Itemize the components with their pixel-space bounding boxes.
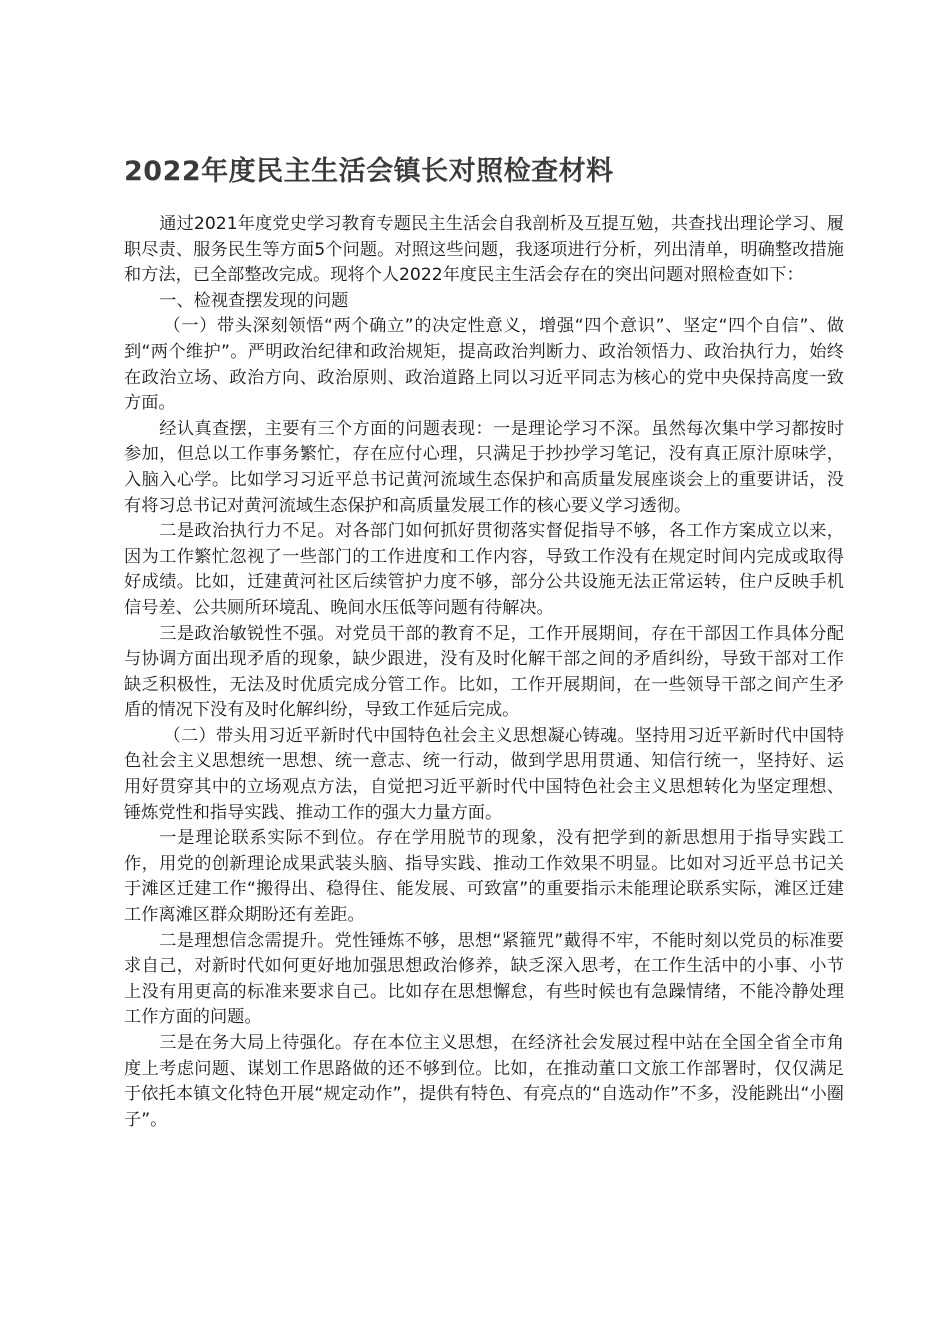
body-paragraph: 一是理论联系实际不到位。存在学用脱节的现象，没有把学到的新思想用于指导实践工作，用党的创新理论成果武装头脑、指导实践、推动工作效果不明显。比如对习近平总书记关于滩区迁建工作“搬得出、稳得住、能发展、可致富”的重要指示未能理论联系实际，滩区迁建工作离滩区群众期盼还有差距。 <box>124 828 844 926</box>
intro-paragraph: 通过2021年度党史学习教育专题民主生活会自我剖析及互提互勉，共查找出理论学习、履职尽责、服务民生等方面5个问题。对照这些问题，我逐项进行分析，列出清单，明确整改措施和方法，已全部整改完成。现将个人2022年度民主生活会存在的突出问题对照检查如下： <box>124 214 844 286</box>
page-title: 2022年度民主生活会镇长对照检查材料 <box>124 156 614 187</box>
section-heading: 一、检视查摆发现的问题 <box>159 290 349 311</box>
body-paragraph: 三是在务大局上待强化。存在本位主义思想，在经济社会发展过程中站在全国全省全市角度上考虑问题、谋划工作思路做的还不够到位。比如，在推动董口文旅工作部署时，仅仅满足于依托本镇文化特色开展“规定动作”，提供有特色、有亮点的“自选动作”不多，没能跳出“小圈子”。 <box>124 1033 844 1130</box>
body-paragraph: 经认真查摆，主要有三个方面的问题表现：一是理论学习不深。虽然每次集中学习都按时参加，但总以工作事务繁忙，存在应付心理，只满足于抄抄学习笔记，没有真正原汁原味学，入脑入心学。比如学习习近平总书记黄河流域生态保护和高质量发展座谈会上的重要讲话，没有将习总书记对黄河流域生态保护和高质量发展工作的核心要义学习透彻。 <box>124 418 844 516</box>
body-paragraph: 二是政治执行力不足。对各部门如何抓好贯彻落实督促指导不够，各工作方案成立以来，因为工作繁忙忽视了一些部门的工作进度和工作内容，导致工作没有在规定时间内完成或取得好成绩。比如，迁建黄河社区后续管护力度不够，部分公共设施无法正常运转，住户反映手机信号差、公共厕所环境乱、晚间水压低等问题有待解决。 <box>124 521 844 618</box>
body-paragraph: 二是理想信念需提升。党性锤炼不够，思想“紧箍咒”戴得不牢，不能时刻以党员的标准要求自己，对新时代如何更好地加强思想政治修养，缺乏深入思考，在工作生活中的小事、小节上没有用更高的标准来要求自己。比如存在思想懈怠，有些时候也有急躁情绪，不能冷静处理工作方面的问题。 <box>124 930 844 1028</box>
subsection-2-paragraph: （二）带头用习近平新时代中国特色社会主义思想凝心铸魂。坚持用习近平新时代中国特色社会主义思想统一思想、统一意志、统一行动，做到学思用贯通、知信行统一，坚持好、运用好贯穿其中的立场观点方法，自觉把习近平新时代中国特色社会主义思想转化为坚定理想、锤炼党性和指导实践、推动工作的强大力量方面。 <box>124 725 844 823</box>
subsection-1-paragraph: （一）带头深刻领悟“两个确立”的决定性意义，增强“四个意识”、坚定“四个自信”、做到“两个维护”。严明政治纪律和政治规矩，提高政治判断力、政治领悟力、政治执行力，始终在政治立场、政治方向、政治原则、政治道路上同以习近平同志为核心的党中央保持高度一致方面。 <box>124 316 844 414</box>
document-page <box>124 150 844 1133</box>
body-paragraph: 三是政治敏锐性不强。对党员干部的教育不足，工作开展期间，存在干部因工作具体分配与协调方面出现矛盾的现象，缺少跟进，没有及时化解干部之间的矛盾纠纷，导致干部对工作缺乏积极性，无法及时优质完成分管工作。比如，工作开展期间，在一些领导干部之间产生矛盾的情况下没有及时化解纠纷，导致工作延后完成。 <box>124 623 844 721</box>
